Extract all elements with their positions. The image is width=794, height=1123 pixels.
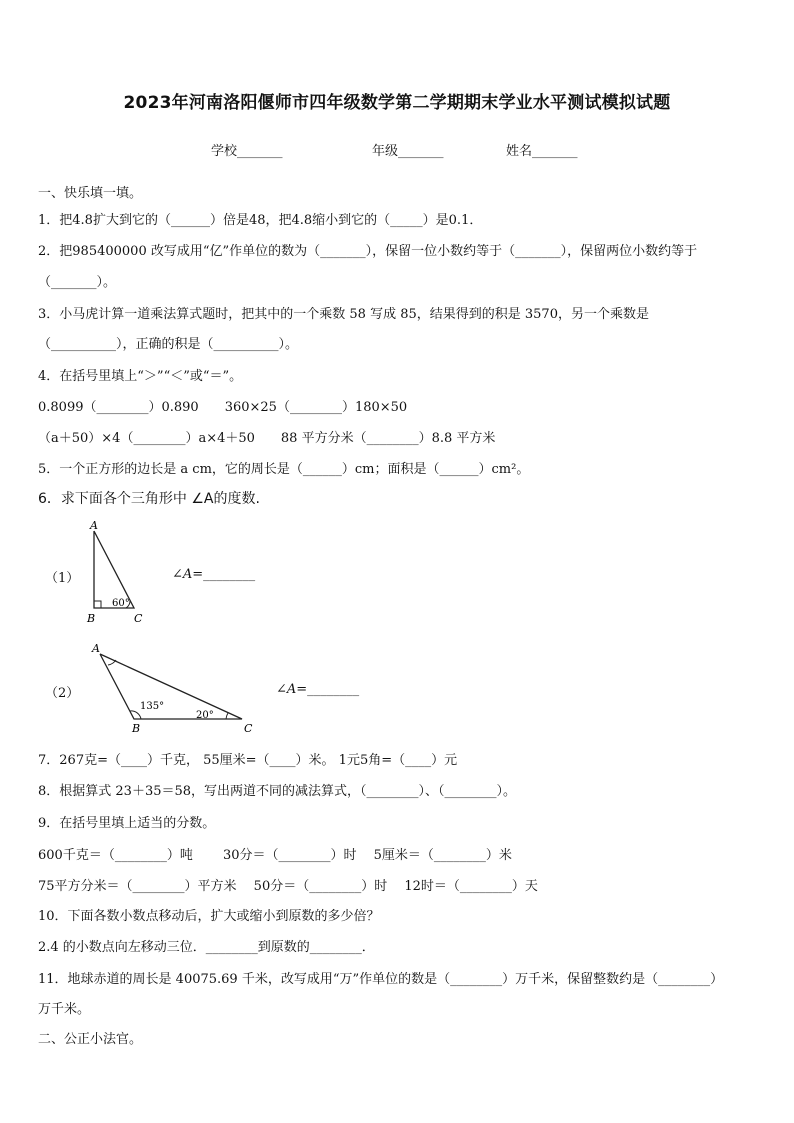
question-9-row-2: 75平方分米＝（________）平方米 50分＝（________）时 12时＝（________）天 — [38, 879, 538, 894]
figure-2-answer: ∠A=________ — [276, 682, 360, 697]
question-9: 9．在括号里填上适当的分数。 — [38, 816, 216, 831]
triangle-2-outline — [100, 654, 242, 719]
figure-2-label: （2） — [45, 686, 80, 701]
question-9-row-1: 600千克＝（________）吨 30分＝（________）时 5厘米＝（________）米 — [38, 848, 512, 863]
question-7: 7．267克=（____）千克， 55厘米=（____）米。 1元5角=（____）元 — [38, 753, 458, 768]
vertex-b-label: B — [87, 612, 96, 625]
triangle-2-figure — [86, 640, 262, 736]
school-field: 学校_______ — [211, 144, 283, 159]
question-8: 8．根据算式 23＋35＝58，写出两道不同的减法算式，（________）、（________）。 — [38, 784, 517, 799]
angle-a-arc — [108, 660, 116, 665]
grade-field: 年级_______ — [372, 144, 444, 159]
question-1: 1．把4.8扩大到它的（______）倍是48，把4.8缩小到它的（_____）是0.1． — [38, 213, 483, 228]
figure-1-label: （1） — [45, 571, 80, 586]
angle-b-value: 135° — [140, 701, 165, 712]
triangle-1-outline — [94, 531, 134, 608]
section-2-heading: 二、公正小法官。 — [38, 1032, 143, 1047]
question-6: 6．求下面各个三角形中 ∠A的度数. — [38, 491, 260, 507]
angle-c-value: 20° — [196, 710, 214, 721]
question-4-row-1: 0.8099（________）0.890 360×25（________）180×50 — [38, 400, 408, 415]
vertex-c-label: C — [134, 612, 143, 625]
section-1-heading: 一、快乐填一填。 — [38, 186, 143, 201]
question-2-line-1: 2．把985400000 改写成用“亿”作单位的数为（_______），保留一位小数约等于（_______），保留两位小数约等于 — [38, 244, 698, 259]
question-3-line-2: （__________），正确的积是（__________）。 — [38, 337, 299, 352]
question-3-line-1: 3．小马虎计算一道乘法算式题时，把其中的一个乘数 58 写成 85，结果得到的积是 3570，另一个乘数是 — [38, 307, 649, 322]
page-title: 2023年河南洛阳偃师市四年级数学第二学期期末学业水平测试模拟试题 — [123, 93, 671, 113]
name-field: 姓名_______ — [506, 144, 578, 159]
vertex-b-label: B — [132, 722, 141, 735]
angle-c-arc — [226, 713, 228, 719]
question-11-line-1: 11．地球赤道的周长是 40075.69 千米，改写成用“万”作单位的数是（________）万千米，保留整数约是（________） — [38, 972, 724, 987]
angle-c-value: 60° — [112, 598, 130, 609]
question-11-line-2: 万千米。 — [38, 1002, 91, 1017]
question-2-line-2: （_______）。 — [38, 275, 117, 290]
vertex-a-label: A — [92, 642, 100, 655]
question-10-row: 2.4 的小数点向左移动三位．________到原数的________． — [38, 940, 375, 955]
question-4: 4．在括号里填上“＞”“＜”或“＝”。 — [38, 369, 243, 384]
vertex-a-label: A — [90, 519, 98, 532]
vertex-c-label: C — [244, 722, 253, 735]
figure-1-answer: ∠A=________ — [172, 567, 256, 582]
question-10: 10．下面各数小数点移动后，扩大或缩小到原数的多少倍？ — [38, 909, 380, 924]
question-4-row-2: （a＋50）×4（________）a×4＋50 88 平方分米（________）8.8 平方米 — [38, 431, 496, 446]
right-angle-mark — [94, 601, 101, 608]
question-5: 5．一个正方形的边长是 a cm，它的周长是（______）cm；面积是（______）cm²。 — [38, 462, 530, 477]
triangle-1-figure — [82, 518, 152, 628]
